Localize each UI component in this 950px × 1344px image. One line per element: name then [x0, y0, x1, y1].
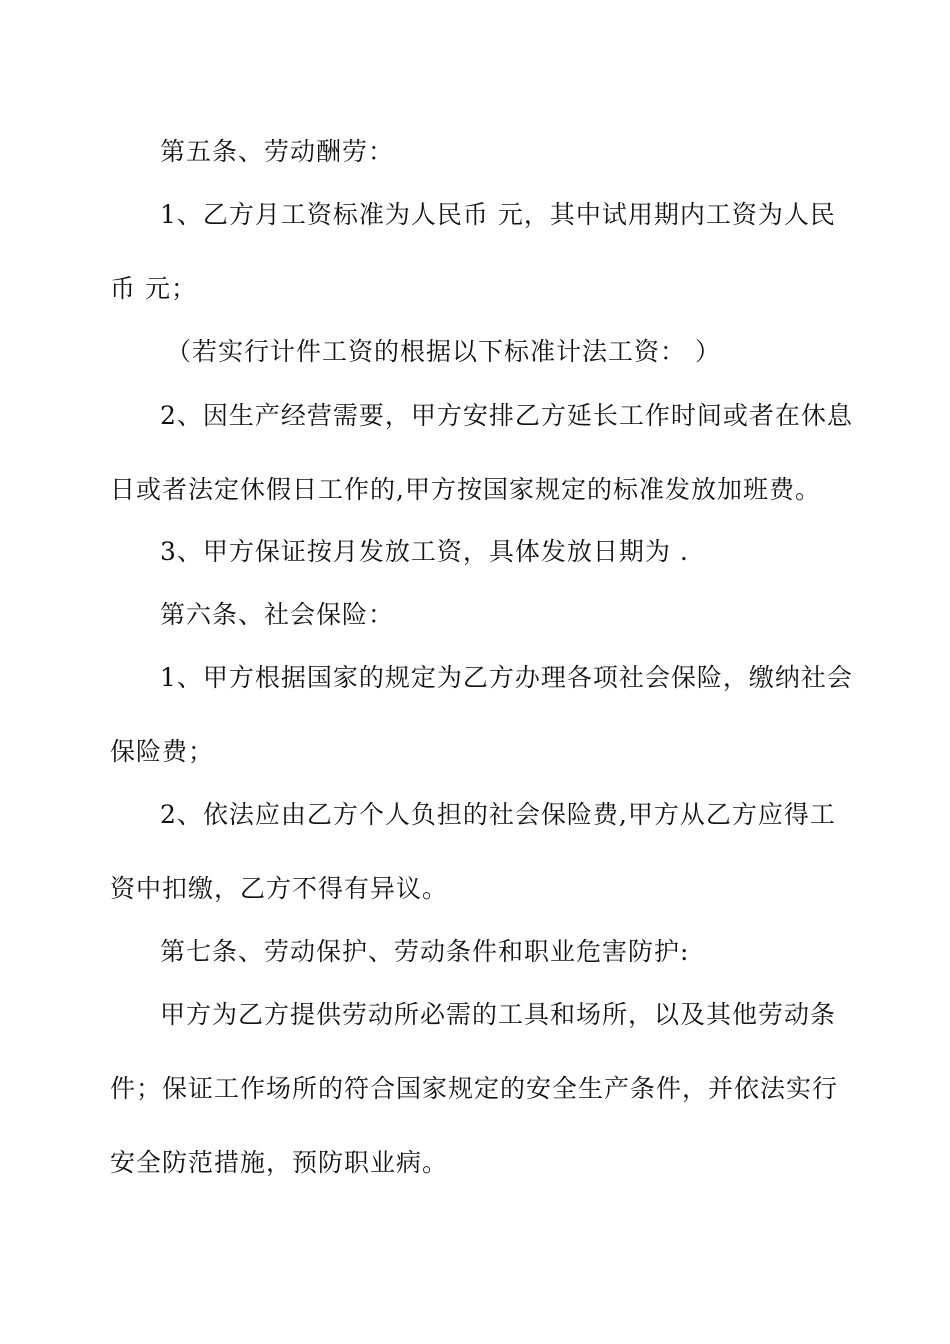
clause-5-1-note: （若实行计件工资的根据以下标准计法工资： ）	[166, 337, 721, 366]
clause-6-1-line-2: 保险费；	[110, 737, 215, 766]
clause-5-1-line-2: 币 元；	[110, 274, 197, 303]
article-7-line-1: 甲方为乙方提供劳动所必需的工具和场所，以及其他劳动条	[160, 1000, 837, 1029]
clause-5-3: 3、甲方保证按月发放工资，具体发放日期为 .	[160, 537, 689, 566]
clause-5-2-line-1: 2、因生产经营需要，甲方安排乙方延长工作时间或者在休息	[160, 401, 853, 430]
article-7-line-3: 安全防范措施，预防职业病。	[110, 1148, 449, 1177]
article-7-line-2: 件；保证工作场所的符合国家规定的安全生产条件，并依法实行	[110, 1074, 839, 1103]
article-5-heading: 第五条、劳动酬劳：	[160, 137, 395, 166]
article-6-heading: 第六条、社会保险：	[160, 600, 395, 629]
article-7-heading: 第七条、劳动保护、劳动条件和职业危害防护:	[160, 937, 690, 966]
clause-5-1-line-1: 1、乙方月工资标准为人民币 元，其中试用期内工资为人民	[160, 200, 836, 229]
clause-5-2-line-2: 日或者法定休假日工作的,甲方按国家规定的标准发放加班费。	[110, 475, 821, 504]
clause-6-2-line-2: 资中扣缴，乙方不得有异议。	[110, 874, 449, 903]
clause-6-1-line-1: 1、甲方根据国家的规定为乙方办理各项社会保险，缴纳社会	[160, 663, 853, 692]
clause-6-2-line-1: 2、依法应由乙方个人负担的社会保险费,甲方从乙方应得工	[160, 800, 836, 829]
